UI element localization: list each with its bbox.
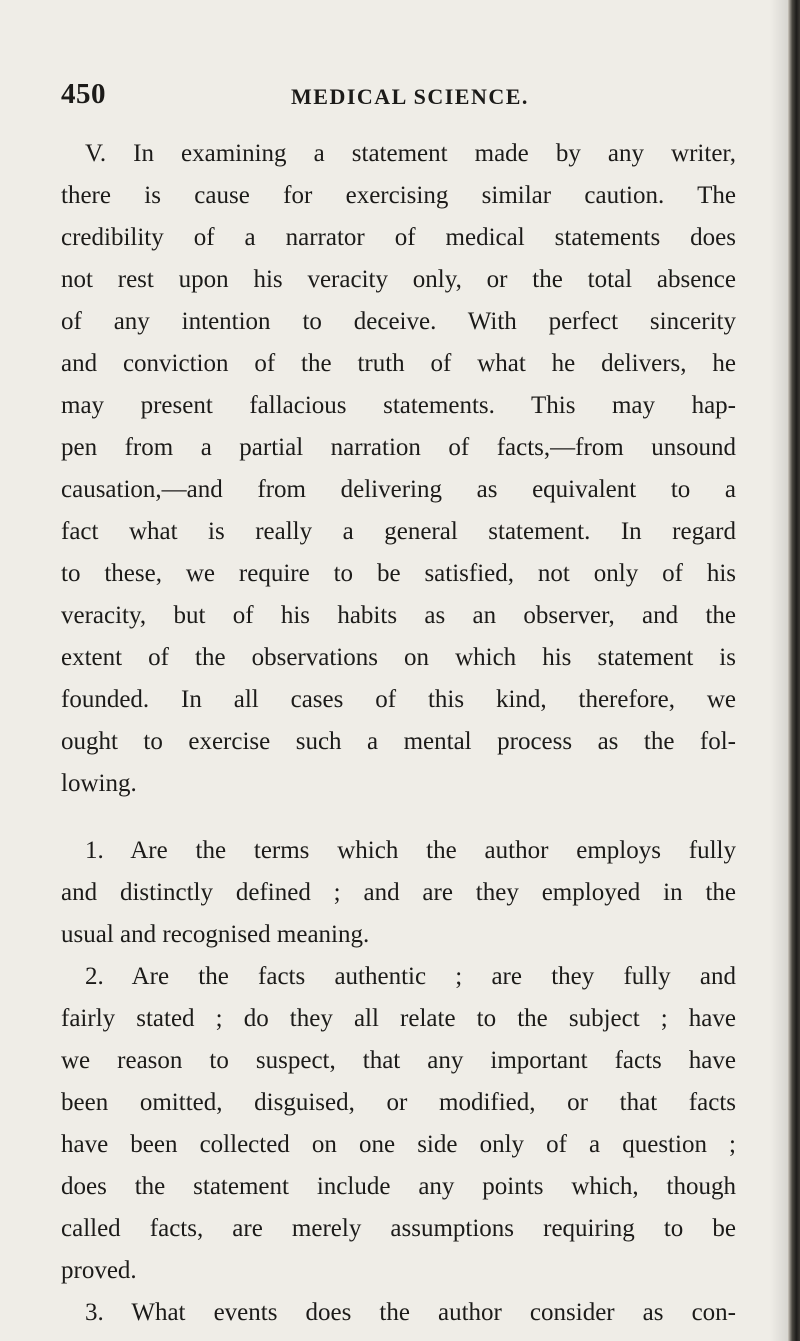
page-number: 450 [61,78,106,110]
text-line: ought to exercise such a mental process as the fol- [61,728,736,755]
text-line: been omitted, disguised, or modified, or that facts [61,1089,736,1116]
list-item-1 [61,830,736,956]
text-line: we reason to suspect, that any important facts have [61,1047,736,1074]
paragraph-gap [61,805,736,830]
text-line: called facts, are merely assumptions requiring to be [61,1215,736,1242]
text-line: proved. [61,1257,137,1284]
text-line: lowing. [61,770,137,797]
text-line: 1. Are the terms which the author employs fully [85,837,736,864]
page-header [61,78,711,118]
list-item-2 [61,956,736,1292]
text-line: and distinctly defined ; and are they employed in the [61,879,736,906]
text-line: not rest upon his veracity only, or the total absence [61,266,736,293]
text-line: does the statement include any points which, though [61,1173,736,1200]
text-line: veracity, but of his habits as an observer, and the [61,602,736,629]
text-line: V. In examining a statement made by any writer, [85,140,736,167]
text-line: may present fallacious statements. This may hap- [61,392,736,419]
list-item-3 [61,1292,736,1334]
text-line: credibility of a narrator of medical statements does [61,224,736,251]
text-line: fairly stated ; do they all relate to the subject ; have [61,1005,736,1032]
text-line: of any intention to deceive. With perfect sincerity [61,308,736,335]
running-head: MEDICAL SCIENCE. [291,84,529,109]
text-line: 2. Are the facts authentic ; are they fully and [85,963,736,990]
body-text [61,133,736,1334]
book-binding-edge [788,0,800,1341]
text-line: pen from a partial narration of facts,—from unsound [61,434,736,461]
text-line: and conviction of the truth of what he delivers, he [61,350,736,377]
text-line: 3. What events does the author consider as con- [85,1299,736,1326]
paragraph-v [61,133,736,805]
text-line: founded. In all cases of this kind, therefore, we [61,686,736,713]
binding-shadow [770,0,788,1341]
text-line: to these, we require to be satisfied, not only of his [61,560,736,587]
text-line: usual and recognised meaning. [61,921,370,948]
text-line: causation,—and from delivering as equivalent to a [61,476,736,503]
text-line: there is cause for exercising similar caution. The [61,182,736,209]
text-line: have been collected on one side only of a question ; [61,1131,736,1158]
text-line: extent of the observations on which his statement is [61,644,736,671]
text-line: fact what is really a general statement. In regard [61,518,736,545]
